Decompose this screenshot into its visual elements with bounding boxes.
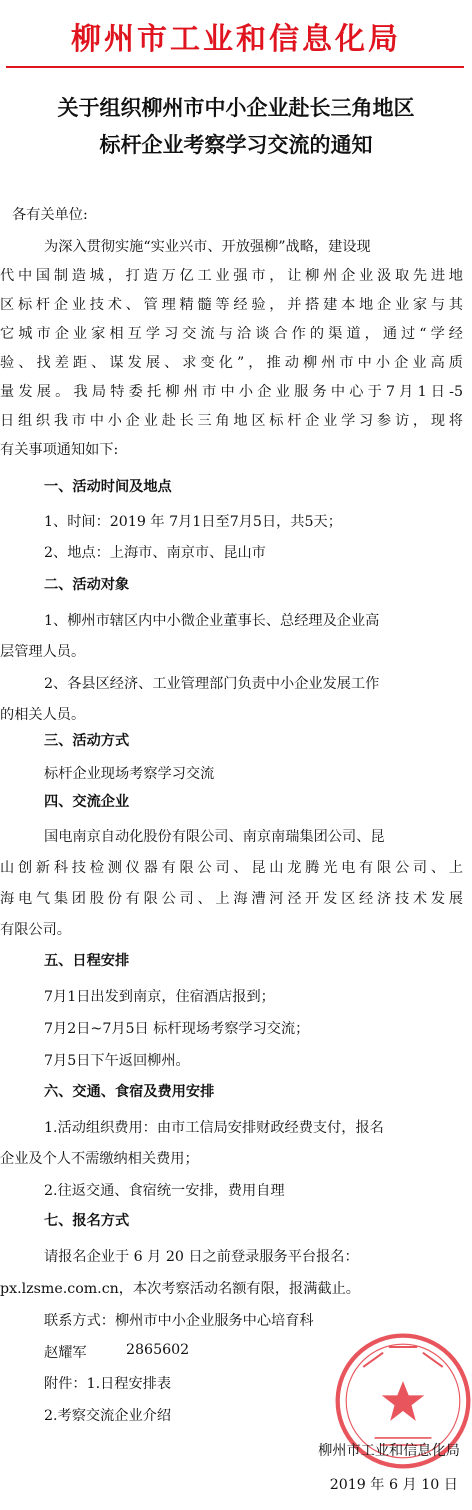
- section-line: 7月5日下午返回柳州。: [44, 1053, 190, 1069]
- intro-line: 代中国制造城，打造万亿工业强市，让柳州企业汲取先进地: [0, 268, 463, 284]
- section-line: 山创新科技检测仪器有限公司、昆山龙腾光电有限公司、上: [0, 860, 463, 876]
- intro-line: 日组织我市中小企业赴长三角地区标杆企业学习参访，现将: [0, 413, 463, 429]
- section-line: 标杆企业现场考察学习交流: [44, 766, 215, 782]
- intro-line: 它城市企业家相互学习交流与洽谈合作的渠道，通过“学经: [0, 326, 463, 342]
- section-line: 的相关人员。: [0, 707, 86, 723]
- letterhead-org: 柳州市工业和信息化局: [71, 22, 401, 57]
- section-heading-time-place: 一、活动时间及地点: [44, 479, 172, 495]
- letterhead-rule: [6, 66, 464, 68]
- section-line: 1.活动组织费用：由市工信局安排财政经费支付，报名: [44, 1120, 384, 1136]
- intro-line: 有关事项通知如下:: [0, 442, 119, 458]
- section-line: 国电南京自动化股份有限公司、南京南瑞集团公司、昆: [44, 829, 385, 845]
- section-heading-logistics: 六、交通、食宿及费用安排: [44, 1084, 215, 1100]
- title-line-1: 关于组织柳州市中小企业赴长三角地区: [57, 95, 415, 120]
- section-line: 有限公司。: [0, 922, 71, 938]
- section-line: 企业及个人不需缴纳相关费用；: [0, 1151, 199, 1167]
- section-line: 7月1日出发到南京，住宿酒店报到；: [44, 989, 275, 1005]
- signature-date: 2019 年 6 月 10 日: [329, 1477, 458, 1493]
- section-heading-schedule: 五、日程安排: [44, 953, 130, 969]
- attachment-line-2: 2.考察交流企业介绍: [44, 1408, 172, 1424]
- contact-phone: 2865602: [126, 1342, 190, 1358]
- section-line: 2、各县区经济、工业管理部门负责中小企业发展工作: [44, 676, 380, 692]
- intro-line: 量发展。我局特委托柳州市中小企业服务中心于7月1日-5: [0, 384, 463, 400]
- attachment-line-1: 附件：1.日程安排表: [44, 1376, 172, 1392]
- intro-line: 验、找差距、谋发展、求变化”，推动柳州市中小企业高质: [0, 355, 463, 371]
- section-line: 层管理人员。: [0, 644, 86, 660]
- section-item: 2、地点：上海市、南京市、昆山市: [44, 545, 266, 561]
- section-line: 2.往返交通、食宿统一安排，费用自理: [44, 1183, 285, 1199]
- contact-label: 联系方式：柳州市中小企业服务中心培育科: [44, 1313, 314, 1329]
- section-line: 海电气集团股份有限公司、上海漕河泾开发区经济技术发展: [0, 891, 463, 907]
- section-line: 1、柳州市辖区内中小微企业董事长、总经理及企业高: [44, 613, 380, 629]
- registration-url-line: px.lzsme.com.cn，本次考察活动名额有限，报满截止。: [0, 1281, 360, 1297]
- section-heading-registration: 七、报名方式: [44, 1213, 130, 1229]
- title-line-2: 标杆企业考察学习交流的通知: [99, 132, 373, 157]
- section-heading-method: 三、活动方式: [44, 733, 130, 749]
- contact-person: 赵耀军: [44, 1345, 87, 1361]
- section-item: 1、时间：2019 年 7月1日至7月5日，共5天；: [44, 514, 342, 530]
- section-line: 请报名企业于 6 月 20 日之前登录服务平台报名：: [44, 1249, 359, 1265]
- section-line: 7月2日~7月5日 标杆现场考察学习交流；: [44, 1021, 310, 1037]
- section-heading-companies: 四、交流企业: [44, 794, 130, 810]
- intro-line: 为深入贯彻实施“实业兴市、开放强柳”战略，建设现: [44, 239, 371, 255]
- salutation: 各有关单位:: [12, 207, 88, 223]
- intro-line: 区标杆企业技术、管理精髓等经验，并搭建本地企业家与其: [0, 297, 463, 313]
- signature-org: 柳州市工业和信息化局: [318, 1443, 460, 1459]
- section-heading-participants: 二、活动对象: [44, 577, 130, 593]
